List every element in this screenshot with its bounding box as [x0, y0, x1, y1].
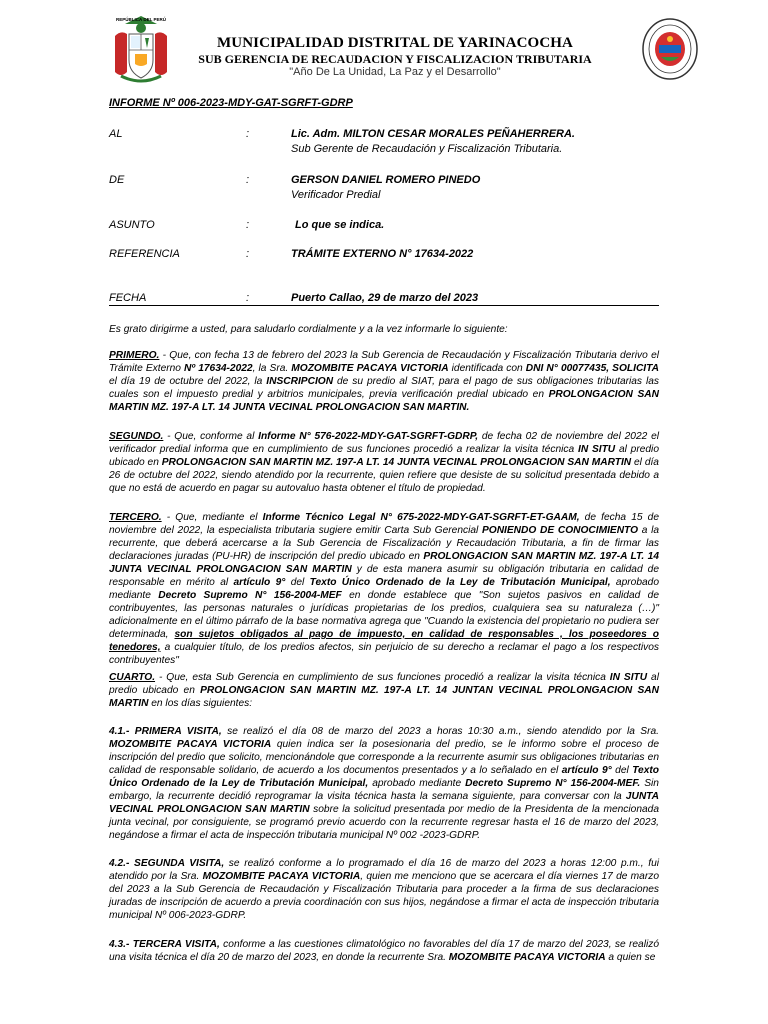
- field-label: REFERENCIA: [109, 248, 180, 260]
- municipal-seal-icon: [641, 17, 699, 81]
- paragraph-primero: PRIMERO. - Que, con fecha 13 de febrero del 2023 la Sub Gerencia de Recaudación y Fiscalización Tributaria derivo el Trámite Externo Nº 17634-2022, la Sra. MOZOMBITE PACAYA VICTORIA identificada con DNI N° 00077435, SOLICITA el día 19 de octubre del 2022, la INSCRIPCION de su predio al SIAT, para el pago de sus obligaciones tributarias las cuales son el impuesto predial y arbitrios municipales, previa verificación predial ubicado en PROLONGACION SAN MARTIN MZ. 197-A LT. 14 JUNTA VECINAL PROLONGACION SAN MARTIN.: [109, 350, 660, 413]
- document-page: REPÚBLICA DEL PERÚ MUNICIPALIDAD DISTRITAL DE YARINACOCHA SUB GERENCIA DE RECAUDACION Y FISCALIZACION TRIBUTARIA "Año De La Unidad, La Paz y el Desarrollo" INFORME Nº 006-2023-MDY-GAT-SGRFT-GDRP AL : Lic. Adm. MILTON CESAR MORALES PEÑAHERRERA. Sub Gerente de Recaudación y Fiscalización Tributaria. DE : GERSON DANIEL ROMERO PINEDO Verificador Predial ASUNTO : Lo que se indica. REFERENCIA : TRÁMITE EXTERNO N° 17634-2022 FECHA : Puerto Callao, 29 de marzo del 2023 Es grato dirigirme a usted, para saludarlo cordialmente y a la vez informarle lo siguiente: PRIMERO. - Que, con fecha 13 de febrero del 2023 la Sub Gerencia de Recaudación y Fiscalización Tributaria derivo el Trámite Externo Nº 17634-2022, la Sra. MOZOMBITE PACAYA VICTORIA identificada con DNI N° 00077435, SOLICITA el día 19 de octubre del 2022, la INSCRIPCION de su predio al SIAT, para el pago de sus obligaciones tributarias las cuales son el impuesto predial y arbitrios municipales, previa verificación predial ubicado en PROLONGACION SAN MARTIN MZ. 197-A LT. 14 JUNTA VECINAL PROLONGACION SAN MARTIN. SEGUNDO. - Que, conforme al Informe N° 576-2022-MDY-GAT-SGRFT-GDRP, de fecha 02 de noviembre del 2022 el verificador predial informa que en cumplimiento de sus funciones procedió a realizar la visita técnica IN SITU al predio ubicado en PROLONGACION SAN MARTIN MZ. 197-A LT. 14 JUNTA VECINAL PROLONGACION SAN MARTIN el día 26 de octubre del 2022, siendo atendido por la recurrente, quien refiere que desiste de su solicitud presentada debido a que no está de acuerdo en pagar su autovaluo hasta obtener el título de propiedad. TERCERO. - Que, mediante el Informe Técnico Legal N° 675-2022-MDY-GAT-SGRFT-ET-GAAM, de fecha 15 de noviembre del 2022, la especialista tributaria sugiere emitir Carta Sub Gerencial PONIENDO DE CONOCIMIENTO a la recurrente, que deberá acercarse a la Sub Gerencia de Fiscalización y Recaudación Tributaria, a fin de firmar las declaraciones juradas (PU-HR) de inscripción del predio ubicado en PROLONGACION SAN MARTIN MZ. 197-A LT. 14 JUNTA VECINAL PROLONGACION SAN MARTIN y de esta manera asumir su obligación tributaria en calidad de responsable en mérito al artículo 9° del Texto Único Ordenado de la Ley de Tributación Municipal, aprobado mediante Decreto Supremo N° 156-2004-MEF en donde establece que "Son sujetos pasivos en calidad de contribuyentes, las personas naturales o jurídicas propietarias de los predios, cualquiera sea su naturaleza (…)" adicionalmente en el último párrafo de la base normativa agrega que "Cuando la existencia del propietario no pudiera ser determinada, son sujetos obligados al pago de impuesto, en calidad de responsables , los poseedores o tenedores, a cualquier título, de los predios afectos, sin perjuicio de su derecho a reclamar el pago a los respectivos contribuyentes" CUARTO. - Que, esta Sub Gerencia en cumplimiento de sus funciones procedió a realizar la visita técnica IN SITU al predio ubicado en PROLONGACION SAN MARTIN MZ. 197-A LT. 14 JUNTAN VECINAL PROLONGACION SAN MARTIN en los días siguientes: 4.1.- PRIMERA VISITA, se realizó el día 08 de marzo del 2023 a horas 10:30 a.m., siendo atendido por la Sra. MOZOMBITE PACAYA VICTORIA quien indica ser la posesionaria del predio, se le informo sobre el proceso de inscripción del predio que solicito, mencionándole que corresponde a la recurrente asumir sus obligaciones tributarias en calidad de responsable solidario, de acuerdo a los documentos presentados y a lo señalado en el artículo 9° del Texto Único Ordenado de la Ley de Tributación Municipal, aprobado mediante Decreto Supremo N° 156-2004-MEF. Sin embargo, la recurrente decidió reprogramar la visita técnica hasta la semana siguiente, para conversar con la JUNTA VECINAL PROLONGACION SAN MARTIN sobre la solicitud presentada por medio de la Presidenta de la mencionada junta vecinal, por consiguiente, se programó previo acuerdo con la recurrente regresar hasta el 16 de marzo del 2023, negándose a firmar el acta de inspección tributaria municipal Nº 002 -2023-GDRP. 4.2.- SEGUNDA VISITA, se realizó conforme a lo programado el día 16 de marzo del 2023 a horas 12:00 p.m., fui atendido por la Sra. MOZOMBITE PACAYA VICTORIA, quien me menciono que se acercara el día viernes 17 de marzo del 2023 a la Sub Gerencia de Recaudación y Fiscalización Tributaria para proceder a la firma de sus declaraciones juradas de inscripción de acuerdo a previa coordinación con sus hijos, negándose a firmar el acta de inspección tributaria municipal Nº 006-2023-GDRP. 4.3.- TERCERA VISITA, conforme a las cuestiones climatológico no favorables del día 17 de marzo del 2023, se realizó una visita técnica el día 20 de marzo del 2023, en donde la recurrente Sra. MOZOMBITE PACAYA VICTORIA a quien se: [0, 0, 768, 1024]
- paragraph-visita-3: 4.3.- TERCERA VISITA, conforme a las cuestiones climatológico no favorables del día 17 de marzo del 2023, se realizó una visita técnica el día 20 de marzo del 2023, en donde la recurrente Sra. MOZOMBITE PACAYA VICTORIA a quien se: [109, 939, 659, 963]
- header-divider: [109, 305, 659, 306]
- sender-name: GERSON DANIEL ROMERO PINEDO: [291, 174, 481, 186]
- year-motto: "Año De La Unidad, La Paz y el Desarrollo": [289, 66, 501, 78]
- date-value: Puerto Callao, 29 de marzo del 2023: [291, 292, 479, 304]
- paragraph-tercero: TERCERO. - Que, mediante el Informe Técnico Legal N° 675-2022-MDY-GAT-SGRFT-ET-GAAM, de fecha 15 de noviembre del 2022, la especialista tributaria sugiere emitir Carta Sub Gerencial PONIENDO DE CONOCIMIENTO a la recurrente, que deberá acercarse a la Sub Gerencia de Fiscalización y Recaudación Tributaria, a fin de firmar las declaraciones juradas (PU-HR) de inscripción del predio ubicado en PROLONGACION SAN MARTIN MZ. 197-A LT. 14 JUNTA VECINAL PROLONGACION SAN MARTIN y de esta manera asumir su obligación tributaria en calidad de responsable en mérito al artículo 9° del Texto Único Ordenado de la Ley de Tributación Municipal, aprobado mediante Decreto Supremo N° 156-2004-MEF en donde establece que "Son sujetos pasivos en calidad de contribuyentes, las personas naturales o jurídicas propietarias de los predios, cualquiera sea su naturaleza (…)" adicionalmente en el último párrafo de la base normativa agrega que "Cuando la existencia del propietario no pudiera ser determinada, son sujetos obligados al pago de impuesto, en calidad de responsables , los poseedores o tenedores, a cualquier título, de los predios afectos, sin perjuicio de su derecho a reclamar el pago a los respectivos contribuyentes": [109, 512, 659, 666]
- intro-paragraph: Es grato dirigirme a usted, para saludarlo cordialmente y a la vez informarle lo siguiente:: [109, 324, 508, 335]
- field-label: FECHA: [109, 292, 147, 304]
- paragraph-visita-1: 4.1.- PRIMERA VISITA, se realizó el día 08 de marzo del 2023 a horas 10:30 a.m., siendo atendido por la Sra. MOZOMBITE PACAYA VICTORIA quien indica ser la posesionaria del predio, se le informo sobre el proceso de inscripción del predio que solicito, mencionándole que corresponde a la recurrente asumir sus obligaciones tributarias en calidad de responsable solidario, de acuerdo a los documentos presentados y a lo señalado en el artículo 9° del Texto Único Ordenado de la Ley de Tributación Municipal, aprobado mediante Decreto Supremo N° 156-2004-MEF. Sin embargo, la recurrente decidió reprogramar la visita técnica hasta la semana siguiente, para conversar con la JUNTA VECINAL PROLONGACION SAN MARTIN sobre la solicitud presentada por medio de la Presidenta de la mencionada junta vecinal, por consiguiente, se programó previo acuerdo con la recurrente regresar hasta el 16 de marzo del 2023, negándose a firmar el acta de inspección tributaria municipal Nº 002 -2023-GDRP.: [109, 726, 659, 841]
- paragraph-segundo: SEGUNDO. - Que, conforme al Informe N° 576-2022-MDY-GAT-SGRFT-GDRP, de fecha 02 de noviembre del 2022 el verificador predial informa que en cumplimiento de sus funciones procedió a realizar la visita técnica IN SITU al predio ubicado en PROLONGACION SAN MARTIN MZ. 197-A LT. 14 JUNTA VECINAL PROLONGACION SAN MARTIN el día 26 de octubre del 2022, siendo atendido por la recurrente, quien refiere que desiste de su solicitud presentada debido a que no está de acuerdo en pagar su autovaluo hasta obtener el título de propiedad.: [109, 431, 659, 494]
- field-label: DE: [109, 174, 125, 186]
- field-label: AL: [109, 128, 123, 140]
- report-number: INFORME Nº 006-2023-MDY-GAT-SGRFT-GDRP: [109, 97, 353, 109]
- department-subtitle: SUB GERENCIA DE RECAUDACION Y FISCALIZACION TRIBUTARIA: [198, 52, 592, 66]
- svg-text:REPÚBLICA DEL PERÚ: REPÚBLICA DEL PERÚ: [115, 17, 167, 22]
- recipient-role: Sub Gerente de Recaudación y Fiscalización Tributaria.: [291, 143, 563, 155]
- paragraph-cuarto: CUARTO. - Que, esta Sub Gerencia en cumplimiento de sus funciones procedió a realizar la visita técnica IN SITU al predio ubicado en PROLONGACION SAN MARTIN MZ. 197-A LT. 14 JUNTAN VECINAL PROLONGACION SAN MARTIN en los días siguientes:: [109, 672, 659, 709]
- sender-role: Verificador Predial: [291, 189, 381, 201]
- field-label: ASUNTO: [109, 219, 155, 231]
- institution-title: MUNICIPALIDAD DISTRITAL DE YARINACOCHA: [217, 35, 573, 51]
- subject-value: Lo que se indica.: [295, 219, 385, 231]
- peru-coat-of-arms-icon: [111, 14, 171, 86]
- recipient-name: Lic. Adm. MILTON CESAR MORALES PEÑAHERRERA.: [291, 128, 575, 140]
- reference-value: TRÁMITE EXTERNO N° 17634-2022: [291, 248, 474, 260]
- paragraph-visita-2: 4.2.- SEGUNDA VISITA, se realizó conforme a lo programado el día 16 de marzo del 2023 a horas 12:00 p.m., fui atendido por la Sra. MOZOMBITE PACAYA VICTORIA, quien me menciono que se acercara el día viernes 17 de marzo del 2023 a la Sub Gerencia de Recaudación y Fiscalización Tributaria para proceder a la firma de sus declaraciones juradas de inscripción de acuerdo a previa coordinación con sus hijos, negándose a firmar el acta de inspección tributaria municipal Nº 006-2023-GDRP.: [109, 858, 659, 921]
